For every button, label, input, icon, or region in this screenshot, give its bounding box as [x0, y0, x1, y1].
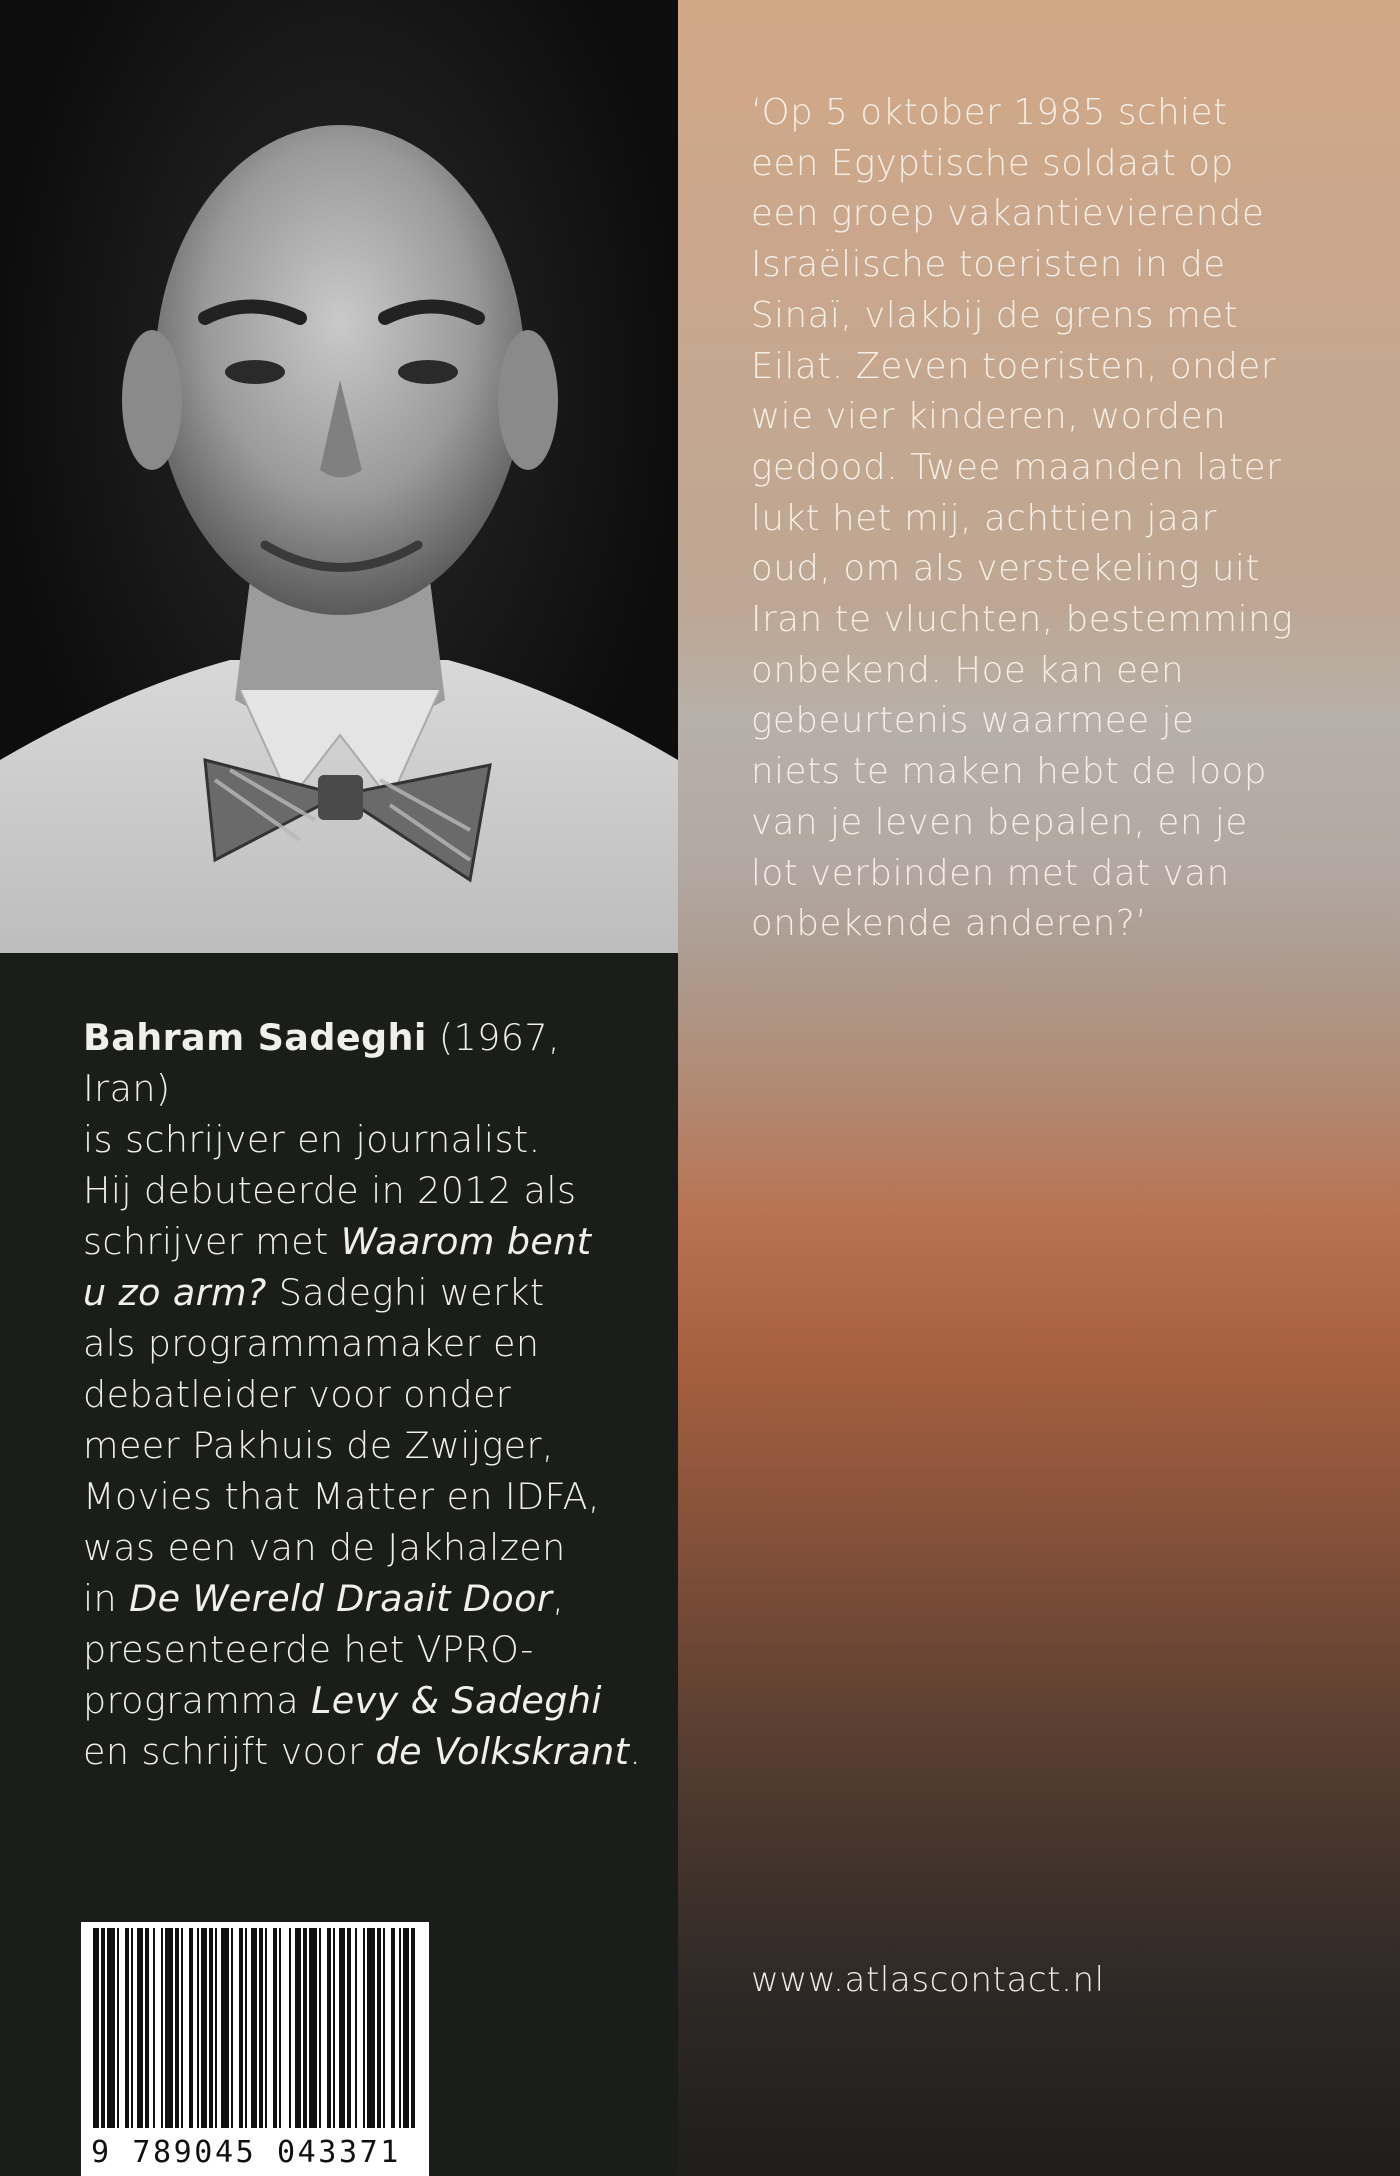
- barcode-bar: [363, 1928, 365, 2128]
- bio-text: Hij debuteerde in 2012 als: [83, 1169, 577, 1212]
- quote-line: een Egyptische soldaat op: [751, 142, 1234, 184]
- bio-title-italic: de Volkskrant: [375, 1730, 630, 1773]
- barcode-bar: [201, 1928, 207, 2128]
- barcode-bar: [333, 1928, 335, 2128]
- bio-line: [83, 1471, 643, 1522]
- barcode-bar: [197, 1928, 199, 2128]
- bio-text: ,: [552, 1577, 565, 1620]
- barcode-bar: [137, 1928, 143, 2128]
- bio-text: debatleider voor onder: [83, 1373, 512, 1416]
- barcode-bar: [189, 1928, 193, 2128]
- barcode-bar: [181, 1928, 183, 2128]
- quote-line: oud, om als verstekeling uit: [751, 548, 1261, 590]
- barcode-bar: [245, 1928, 247, 2128]
- bio-line: [83, 1573, 643, 1624]
- barcode-bar: [309, 1928, 317, 2128]
- barcode-bar: [295, 1928, 301, 2128]
- barcode-bar: [209, 1928, 213, 2128]
- bio-title-italic: De Wereld Draait Door: [129, 1577, 553, 1620]
- quote-line: ‘Op 5 oktober 1985 schiet: [751, 92, 1228, 133]
- quote-line: onbekende anderen?’: [751, 903, 1148, 945]
- quote-line: Iran te vluchten, bestemming: [751, 599, 1294, 641]
- author-bio: [83, 1012, 643, 1777]
- barcode-bar: [289, 1928, 291, 2128]
- quote-line: Eilat. Zeven toeristen, onder: [751, 345, 1277, 387]
- barcode-bar: [303, 1928, 307, 2128]
- quote-line: lukt het mij, achttien jaar: [751, 497, 1217, 539]
- author-name: Bahram Sadeghi: [83, 1016, 427, 1059]
- bio-line: [83, 1522, 643, 1573]
- barcode-bar: [259, 1928, 263, 2128]
- bio-line: [83, 1675, 643, 1726]
- bio-text: meer Pakhuis de Zwijger,: [83, 1424, 554, 1467]
- quote-line: gebeurtenis waarmee je: [751, 700, 1195, 742]
- bio-title-italic: Levy & Sadeghi: [311, 1679, 602, 1722]
- bio-line: [83, 1165, 643, 1216]
- barcode-bar: [239, 1928, 243, 2128]
- bio-text: is schrijver en journalist.: [83, 1118, 541, 1161]
- barcode-bar: [251, 1928, 257, 2128]
- bio-text: en schrijft voor: [83, 1730, 376, 1773]
- barcode-bar: [145, 1928, 149, 2128]
- bio-text: programma: [83, 1679, 312, 1722]
- barcode-bar: [117, 1928, 119, 2128]
- bio-line: [83, 1012, 643, 1114]
- bio-line: [83, 1267, 643, 1318]
- barcode-bar: [221, 1928, 229, 2128]
- bio-line: [83, 1369, 643, 1420]
- bio-title-italic: u zo arm?: [83, 1271, 267, 1314]
- isbn-number: 9 789045 043371: [91, 2135, 401, 2170]
- quote-line: van je leven bepalen, en je: [751, 801, 1248, 843]
- barcode-bar: [265, 1928, 267, 2128]
- bio-text: .: [629, 1730, 642, 1773]
- barcode-bar: [403, 1928, 409, 2128]
- bio-text: Sadeghi werkt: [266, 1271, 545, 1314]
- barcode-bar: [319, 1928, 321, 2128]
- bio-line: [83, 1624, 643, 1675]
- bio-title-italic: Waarom bent: [340, 1220, 592, 1263]
- bio-text: schrijver met: [83, 1220, 341, 1263]
- author-portrait-illustration: [0, 0, 678, 953]
- barcode-bar: [131, 1928, 133, 2128]
- barcode-bar: [377, 1928, 381, 2128]
- barcode-bar: [175, 1928, 179, 2128]
- barcode-bar: [411, 1928, 415, 2128]
- quote-line: onbekend. Hoe kan een: [751, 649, 1185, 691]
- bio-text: (1967, Iran): [83, 1016, 560, 1110]
- barcode-bar: [161, 1928, 163, 2128]
- barcode-bar: [355, 1928, 357, 2128]
- barcode-bar: [273, 1928, 277, 2128]
- bio-line: [83, 1726, 643, 1777]
- quote-line: gedood. Twee maanden later: [751, 446, 1282, 488]
- barcode-bar: [107, 1928, 115, 2128]
- barcode-bar: [165, 1928, 173, 2128]
- barcode-bar: [153, 1928, 155, 2128]
- barcode-bar: [279, 1928, 281, 2128]
- bio-text: presenteerde het VPRO-: [83, 1628, 534, 1671]
- quote-line: lot verbinden met dat van: [751, 852, 1230, 894]
- bio-line: [83, 1318, 643, 1369]
- barcode-bar: [391, 1928, 395, 2128]
- bio-line: [83, 1114, 643, 1165]
- blurb-quote: [751, 88, 1371, 950]
- left-panel: [0, 0, 678, 2176]
- quote-line: een groep vakantievierende: [751, 193, 1265, 235]
- bio-text: in: [83, 1577, 130, 1620]
- quote-line: Israëlische toeristen in de: [751, 244, 1226, 286]
- bio-text: Movies that Matter en IDFA,: [83, 1475, 600, 1518]
- quote-line: Sinaï, vlakbij de grens met: [751, 294, 1239, 336]
- barcode-bar: [101, 1928, 105, 2128]
- barcode-bar: [231, 1928, 233, 2128]
- barcode-bar: [327, 1928, 331, 2128]
- barcode-bar: [215, 1928, 217, 2128]
- quote-line: wie vier kinderen, worden: [751, 396, 1227, 438]
- author-photo: [0, 0, 678, 953]
- barcode-bar: [339, 1928, 345, 2128]
- bio-text: was een van de Jakhalzen: [83, 1526, 566, 1569]
- bio-line: [83, 1216, 643, 1267]
- right-panel: [678, 0, 1400, 2176]
- bio-line: [83, 1420, 643, 1471]
- barcode-bar: [347, 1928, 351, 2128]
- publisher-website: www.atlascontact.nl: [751, 1960, 1105, 2000]
- barcode-bar: [125, 1928, 129, 2128]
- barcode-bar: [367, 1928, 375, 2128]
- quote-line: niets te maken hebt de loop: [751, 751, 1267, 793]
- barcode-bar: [93, 1928, 99, 2128]
- bio-text: als programmamaker en: [83, 1322, 540, 1365]
- barcode-bar: [383, 1928, 385, 2128]
- barcode-bar: [399, 1928, 401, 2128]
- isbn-barcode: [81, 1922, 429, 2176]
